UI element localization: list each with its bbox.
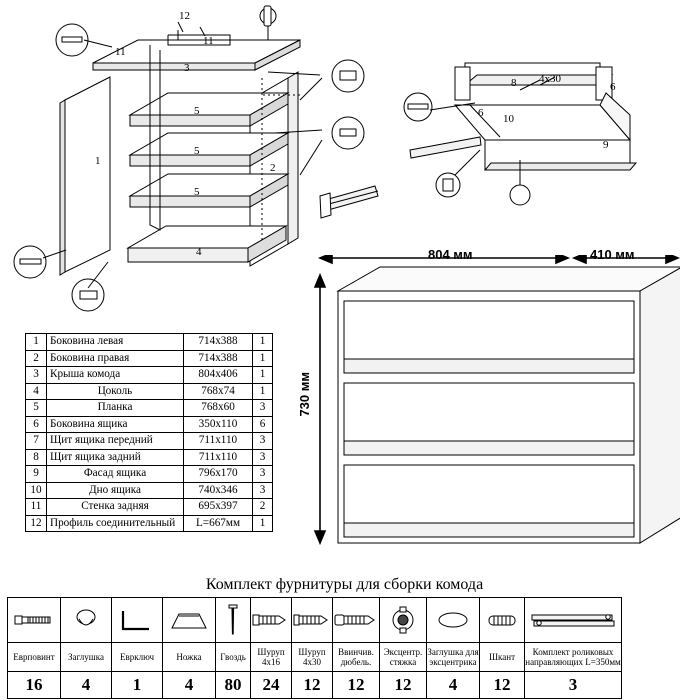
- callout-11-right: 11: [203, 35, 214, 47]
- hardware-item-name: Еврключ: [112, 643, 163, 672]
- hardware-item-qty: 12: [292, 672, 333, 699]
- finished-chest-illustration: [310, 255, 680, 565]
- table-row: [26, 400, 273, 417]
- cam-cap-icon: [427, 598, 480, 643]
- table-row: [26, 433, 273, 450]
- callout-9: 9: [603, 139, 609, 151]
- hardware-item-name: Шуруп 4х16: [251, 643, 292, 672]
- hardware-item-name: Ножка: [163, 643, 216, 672]
- callout-5-c: 5: [194, 186, 200, 198]
- part-size: 740х346: [184, 482, 253, 499]
- hardware-item-qty: 80: [216, 672, 251, 699]
- screw-in-dowel-icon: [333, 598, 380, 643]
- part-size: 695х397: [184, 499, 253, 516]
- part-size: 796х170: [184, 466, 253, 483]
- part-number: 1: [26, 334, 47, 351]
- callout-12: 12: [179, 10, 190, 22]
- hardware-item-name: Комплект роликовых направляющих L=350мм: [525, 643, 622, 672]
- hardware-item-qty: 1: [112, 672, 163, 699]
- part-number: 11: [26, 499, 47, 516]
- table-row: [26, 367, 273, 384]
- part-name: Профиль соединительный: [47, 515, 184, 532]
- part-name: Щит ящика задний: [47, 449, 184, 466]
- part-number: 4: [26, 383, 47, 400]
- part-qty: 6: [253, 416, 273, 433]
- part-size: 711х110: [184, 449, 253, 466]
- part-size: 714х388: [184, 334, 253, 351]
- screw-4x30-icon: [292, 598, 333, 643]
- callout-8: 8: [511, 77, 517, 89]
- callout-10: 10: [503, 113, 514, 125]
- part-qty: 1: [253, 334, 273, 351]
- hardware-item-qty: 24: [251, 672, 292, 699]
- part-number: 9: [26, 466, 47, 483]
- part-name: Дно ящика: [47, 482, 184, 499]
- part-name: Планка: [47, 400, 184, 417]
- part-name: Боковина ящика: [47, 416, 184, 433]
- drawer-detail-diagram: [400, 45, 660, 210]
- part-name: Стенка задняя: [47, 499, 184, 516]
- hardware-item-qty: 12: [380, 672, 427, 699]
- part-qty: 3: [253, 466, 273, 483]
- table-row: [26, 383, 273, 400]
- part-number: 12: [26, 515, 47, 532]
- part-number: 8: [26, 449, 47, 466]
- part-size: 768х60: [184, 400, 253, 417]
- hardware-item-qty: 12: [480, 672, 525, 699]
- foot-icon: [163, 598, 216, 643]
- part-qty: 3: [253, 449, 273, 466]
- euro-screw-icon: [8, 598, 61, 643]
- part-name: Боковина правая: [47, 350, 184, 367]
- table-row: [26, 515, 273, 532]
- cap-icon: [61, 598, 112, 643]
- callout-4: 4: [196, 246, 202, 258]
- hardware-item-qty: 3: [525, 672, 622, 699]
- hardware-item-name: Еврповинт: [8, 643, 61, 672]
- callout-3: 3: [184, 62, 190, 74]
- table-row: [26, 449, 273, 466]
- callout-11-left: 11: [115, 46, 126, 58]
- table-row: [26, 416, 273, 433]
- part-qty: 1: [253, 367, 273, 384]
- hardware-item-name: Эксцентр. стяжка: [380, 643, 427, 672]
- part-name: Крыша комода: [47, 367, 184, 384]
- depth-dimension-label: 410 мм: [590, 247, 635, 262]
- part-qty: 3: [253, 482, 273, 499]
- callout-2: 2: [270, 162, 276, 174]
- callout-6-right: 6: [610, 81, 616, 93]
- part-qty: 1: [253, 383, 273, 400]
- hardware-item-name: Ввинчив. дюбель.: [333, 643, 380, 672]
- part-qty: 3: [253, 400, 273, 417]
- euro-key-icon: [112, 598, 163, 643]
- hardware-item-name: Гвоздь: [216, 643, 251, 672]
- hardware-item-qty: 4: [61, 672, 112, 699]
- callout-1: 1: [95, 155, 101, 167]
- hardware-item-qty: 4: [427, 672, 480, 699]
- part-name: Фасад ящика: [47, 466, 184, 483]
- part-number: 3: [26, 367, 47, 384]
- part-qty: 2: [253, 499, 273, 516]
- table-row: [26, 499, 273, 516]
- width-dimension-label: 804 мм: [428, 247, 473, 262]
- hardware-item-name: Заглушка для эксцентрика: [427, 643, 480, 672]
- parts-table: [25, 333, 273, 532]
- part-qty: 1: [253, 350, 273, 367]
- hardware-item-name: Шуруп 4х30: [292, 643, 333, 672]
- callout-6-left: 6: [478, 107, 484, 119]
- dowel-icon: [480, 598, 525, 643]
- part-number: 5: [26, 400, 47, 417]
- part-name: Цоколь: [47, 383, 184, 400]
- callout-screw-4x30: 4х30: [539, 73, 561, 85]
- part-number: 2: [26, 350, 47, 367]
- part-qty: 3: [253, 433, 273, 450]
- part-size: 768х74: [184, 383, 253, 400]
- hardware-item-name: Шкант: [480, 643, 525, 672]
- screw-4x16-icon: [251, 598, 292, 643]
- hardware-kit-table: [7, 597, 622, 699]
- hardware-item-qty: 12: [333, 672, 380, 699]
- part-number: 6: [26, 416, 47, 433]
- callout-5-a: 5: [194, 105, 200, 117]
- hardware-kit-title: Комплект фурнитуры для сборки комода: [205, 576, 484, 593]
- part-number: 7: [26, 433, 47, 450]
- part-size: L=667мм: [184, 515, 253, 532]
- cam-lock-icon: [380, 598, 427, 643]
- callout-5-b: 5: [194, 145, 200, 157]
- part-qty: 1: [253, 515, 273, 532]
- part-number: 10: [26, 482, 47, 499]
- hardware-item-qty: 4: [163, 672, 216, 699]
- part-size: 714х388: [184, 350, 253, 367]
- nail-icon: [216, 598, 251, 643]
- table-row: [26, 350, 273, 367]
- part-name: Боковина левая: [47, 334, 184, 351]
- table-row: [26, 334, 273, 351]
- part-size: 804х406: [184, 367, 253, 384]
- part-name: Щит ящика передний: [47, 433, 184, 450]
- hardware-item-name: Заглушка: [61, 643, 112, 672]
- part-size: 350х110: [184, 416, 253, 433]
- table-row: [26, 466, 273, 483]
- hardware-item-qty: 16: [8, 672, 61, 699]
- part-size: 711х110: [184, 433, 253, 450]
- height-dimension-label: 730 мм: [297, 372, 312, 417]
- table-row: [26, 482, 273, 499]
- drawer-slide-icon: [525, 598, 622, 643]
